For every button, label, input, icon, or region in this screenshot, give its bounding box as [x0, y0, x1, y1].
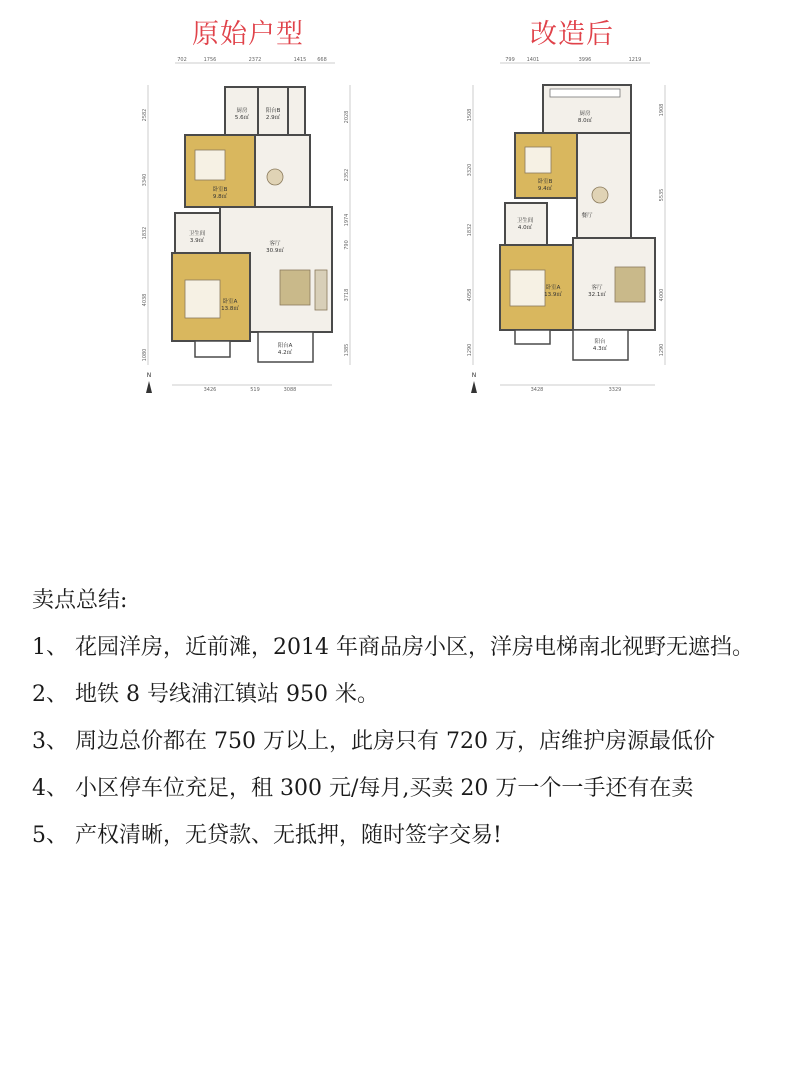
sofa-icon [280, 270, 310, 305]
dim-label: 1974 [344, 213, 350, 227]
north-arrow-icon [146, 372, 152, 393]
room-label: 客厅 [591, 285, 603, 291]
bottom-dimensions [500, 385, 655, 393]
dim-label: 2028 [344, 110, 350, 124]
dim-label: 4000 [659, 288, 665, 302]
room-label: 卧室B [537, 179, 553, 185]
top-dimensions [500, 57, 650, 63]
room-label: 阳台B [265, 108, 281, 114]
room-label: 卫生间 [188, 231, 206, 237]
counter-icon [550, 89, 620, 97]
selling-point: 1、 花园洋房，近前滩，2014 年商品房小区，洋房电梯南北视野无遮挡。 [32, 635, 754, 660]
svg-text:N: N [471, 372, 477, 379]
room-area: 8.0㎡ [577, 118, 593, 124]
dim-label: 668 [317, 57, 327, 63]
dim-label: 3329 [608, 387, 622, 393]
selling-point: 3、 周边总价都在 750 万以上，此房只有 720 万，店维护房源最低价 [32, 729, 715, 754]
room-label: 厨房 [579, 111, 591, 117]
dim-label: 1415 [293, 57, 307, 63]
room-area: 9.4㎡ [537, 186, 553, 192]
room-area: 4.3㎡ [592, 346, 608, 352]
dim-label: 3340 [142, 173, 148, 187]
dim-label: 1832 [142, 226, 148, 240]
dim-label: 1385 [344, 343, 350, 357]
room-label: 卧室A [545, 285, 561, 291]
room-label: 阳台 [594, 339, 606, 345]
sofa-icon [615, 267, 645, 302]
dim-label: 1832 [467, 223, 473, 237]
bathroom-room [505, 203, 547, 245]
room-label: 卫生间 [516, 218, 534, 224]
dining-table-icon [592, 187, 608, 203]
dim-label: 790 [344, 240, 350, 250]
room-label: 阳台A [277, 343, 293, 349]
bed-icon [185, 280, 220, 318]
north-arrow-icon [471, 372, 477, 393]
dining-table-icon [267, 169, 283, 185]
dim-label: 3320 [467, 163, 473, 177]
room-area: 4.0㎡ [517, 225, 533, 231]
top-dimensions [175, 57, 335, 63]
room-area: 30.9㎡ [266, 248, 284, 254]
dim-label: 1401 [526, 57, 540, 63]
bay-window [515, 330, 550, 344]
dim-label: 2372 [248, 57, 262, 63]
selling-points-summary [32, 582, 772, 864]
room-label: 餐厅 [581, 213, 593, 219]
balcony-room [573, 330, 628, 360]
room-label: 卧室A [222, 299, 238, 305]
dim-label: 1080 [142, 348, 148, 362]
dim-label: 3996 [578, 57, 592, 63]
selling-point: 4、 小区停车位充足，租 300 元/每月,买卖 20 万一个一手还有在卖 [32, 776, 694, 801]
dim-label: 1908 [659, 103, 665, 117]
dim-label: 1756 [203, 57, 217, 63]
dim-label: 1290 [659, 343, 665, 357]
dim-label: 1508 [467, 108, 473, 122]
dim-label: 5535 [659, 188, 665, 202]
dim-label: 799 [505, 57, 515, 63]
left-dimensions [467, 85, 473, 365]
dim-label: 3088 [283, 387, 297, 393]
bottom-dimensions [172, 385, 332, 393]
dim-label: 1219 [628, 57, 642, 63]
room-area: 4.2㎡ [277, 350, 293, 356]
left-dimensions [142, 85, 148, 365]
dim-label: 4038 [142, 293, 148, 307]
selling-point: 2、 地铁 8 号线浦江镇站 950 米。 [32, 682, 379, 707]
bed-icon [195, 150, 225, 180]
summary-heading: 卖点总结: [32, 588, 128, 613]
dim-label: 3428 [530, 387, 544, 393]
svg-text:N: N [146, 372, 152, 379]
room-label: 厨房 [236, 108, 248, 114]
room-label: 客厅 [269, 241, 281, 247]
room-area: 9.8㎡ [212, 194, 228, 200]
original-plan-title: 原始户型 [192, 19, 304, 50]
dim-label: 2582 [142, 108, 148, 122]
dim-label: 2352 [344, 168, 350, 182]
bed-icon [525, 147, 551, 173]
dim-label: 4058 [467, 288, 473, 302]
room-area: 3.9㎡ [189, 238, 205, 244]
selling-point: 5、 产权清晰，无贷款、无抵押，随时签字交易! [32, 823, 502, 848]
bay-window [195, 341, 230, 357]
dim-label: 3426 [203, 387, 217, 393]
right-dimensions [344, 85, 350, 365]
right-dimensions [659, 85, 665, 365]
original-floor-plan [140, 55, 370, 400]
modified-plan-title: 改造后 [530, 19, 614, 50]
dining-room [577, 133, 631, 238]
room-area: 32.1㎡ [588, 292, 606, 298]
dim-label: 519 [250, 387, 260, 393]
dim-label: 702 [177, 57, 187, 63]
couch-icon [315, 270, 327, 310]
room-area: 5.6㎡ [234, 115, 250, 121]
room-label: 卧室B [212, 187, 228, 193]
dim-label: 1290 [467, 343, 473, 357]
dim-label: 3718 [344, 288, 350, 302]
bed-icon [510, 270, 545, 306]
room-area: 13.8㎡ [221, 306, 239, 312]
room-area: 2.9㎡ [265, 115, 281, 121]
modified-floor-plan [465, 55, 680, 400]
room-area: 13.9㎡ [544, 292, 562, 298]
